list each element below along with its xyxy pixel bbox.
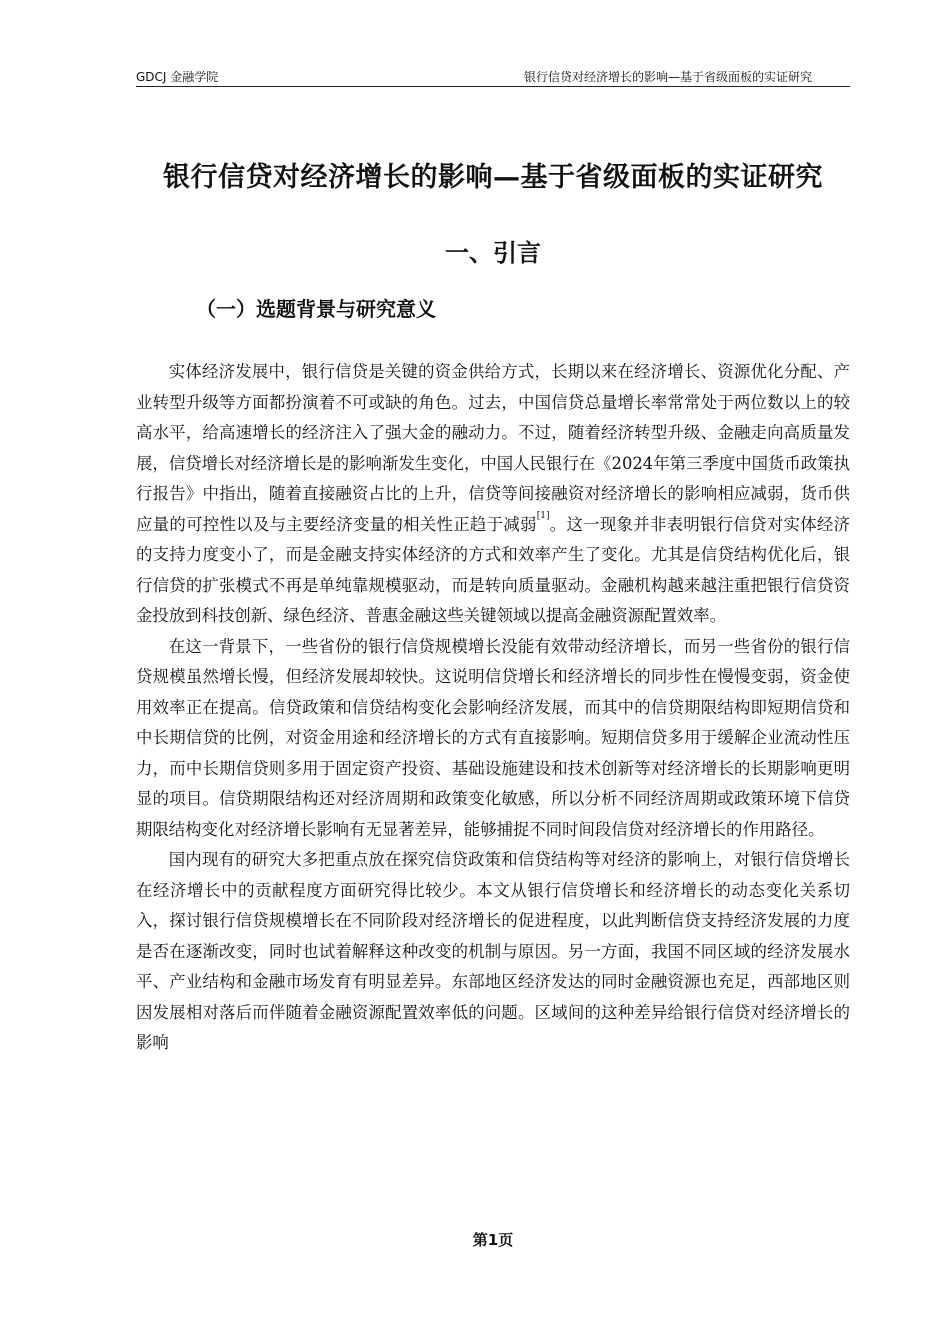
section-heading: 一、引言	[445, 239, 541, 267]
page-header	[136, 70, 850, 87]
header-institution: GDCJ 金融学院	[136, 70, 219, 84]
header-running-title: 银行信贷对经济增长的影响—基于省级面板的实证研究	[523, 70, 812, 84]
paragraph-2: 在这一背景下，一些省份的银行信贷规模增长没能有效带动经济增长，而另一些省份的银行信贷规模虽然增长慢，但经济发展却较快。这说明信贷增长和经济增长的同步性在慢慢变弱，资金使用效率正在提高。信贷政策和信贷结构变化会影响经济发展，而其中的信贷期限结构即短期信贷和中长期信贷的比例，对资金用途和经济增长的方式有直接影响。短期信贷多用于缓解企业流动性压力，而中长期信贷则多用于固定资产投资、基础设施建设和技术创新等对经济增长的长期影响更明显的项目。信贷期限结构还对经济周期和政策变化敏感，所以分析不同经济周期或政策环境下信贷期限结构变化对经济增长影响有无显著差异，能够捕捉不同时间段信贷对经济增长的作用路径。	[136, 636, 850, 839]
paragraph-1	[136, 357, 850, 632]
paragraph-3: 国内现有的研究大多把重点放在探究信贷政策和信贷结构等对经济的影响上，对银行信贷增长在经济增长中的贡献程度方面研究得比较少。本文从银行信贷增长和经济增长的动态变化关系切入，探讨银行信贷规模增长在不同阶段对经济增长的促进程度，以此判断信贷支持经济发展的力度是否在逐渐改变，同时也试着解释这种改变的机制与原因。另一方面，我国不同区域的经济发展水平、产业结构和金融市场发育有明显差异。东部地区经济发达的同时金融资源也充足，西部地区则因发展相对落后而伴随着金融资源配置效率低的问题。区域间的这种差异给银行信贷对经济增长的影响	[136, 850, 850, 1052]
paragraph-1-part-a: 实体经济发展中，银行信贷是关键的资金供给方式，长期以来在经济增长、资源优化分配、产业转型升级等方面都扮演着不可或缺的角色。过去，中国信贷总量增长率常常处于两位数以上的较高水平，给高速增长的经济注入了强大金的融动力。不过，随着经济转型升级、金融走向高质量发展，信贷增长对经济增长是的影响渐发生变化，中国人民银行在《2024年第三季度中国货币政策执行报告》中指出，随着直接融资占比的上升，信贷等间接融资对经济增长的影响相应减弱，货币供应量的可控性以及与主要经济变量的相关性正趋于减弱	[136, 362, 850, 534]
page-number: 第1页	[472, 1231, 514, 1249]
body-text	[136, 357, 850, 1059]
paragraph-1-part-b: 。这一现象并非表明银行信贷对实体经济的支持力度变小了，而是金融支持实体经济的方式和效率产生了变化。尤其是信贷结构优化后，银行信贷的扩张模式不再是单纯靠规模驱动，而是转向质量驱动。金融机构越来越注重把银行信贷资金投放到科技创新、绿色经济、普惠金融这些关键领域以提高金融资源配置效率。	[136, 514, 851, 625]
subsection-heading: （一）选题背景与研究意义	[196, 297, 436, 321]
citation-marker[interactable]: [1]	[536, 510, 550, 521]
document-title: 银行信贷对经济增长的影响—基于省级面板的实证研究	[163, 162, 823, 193]
